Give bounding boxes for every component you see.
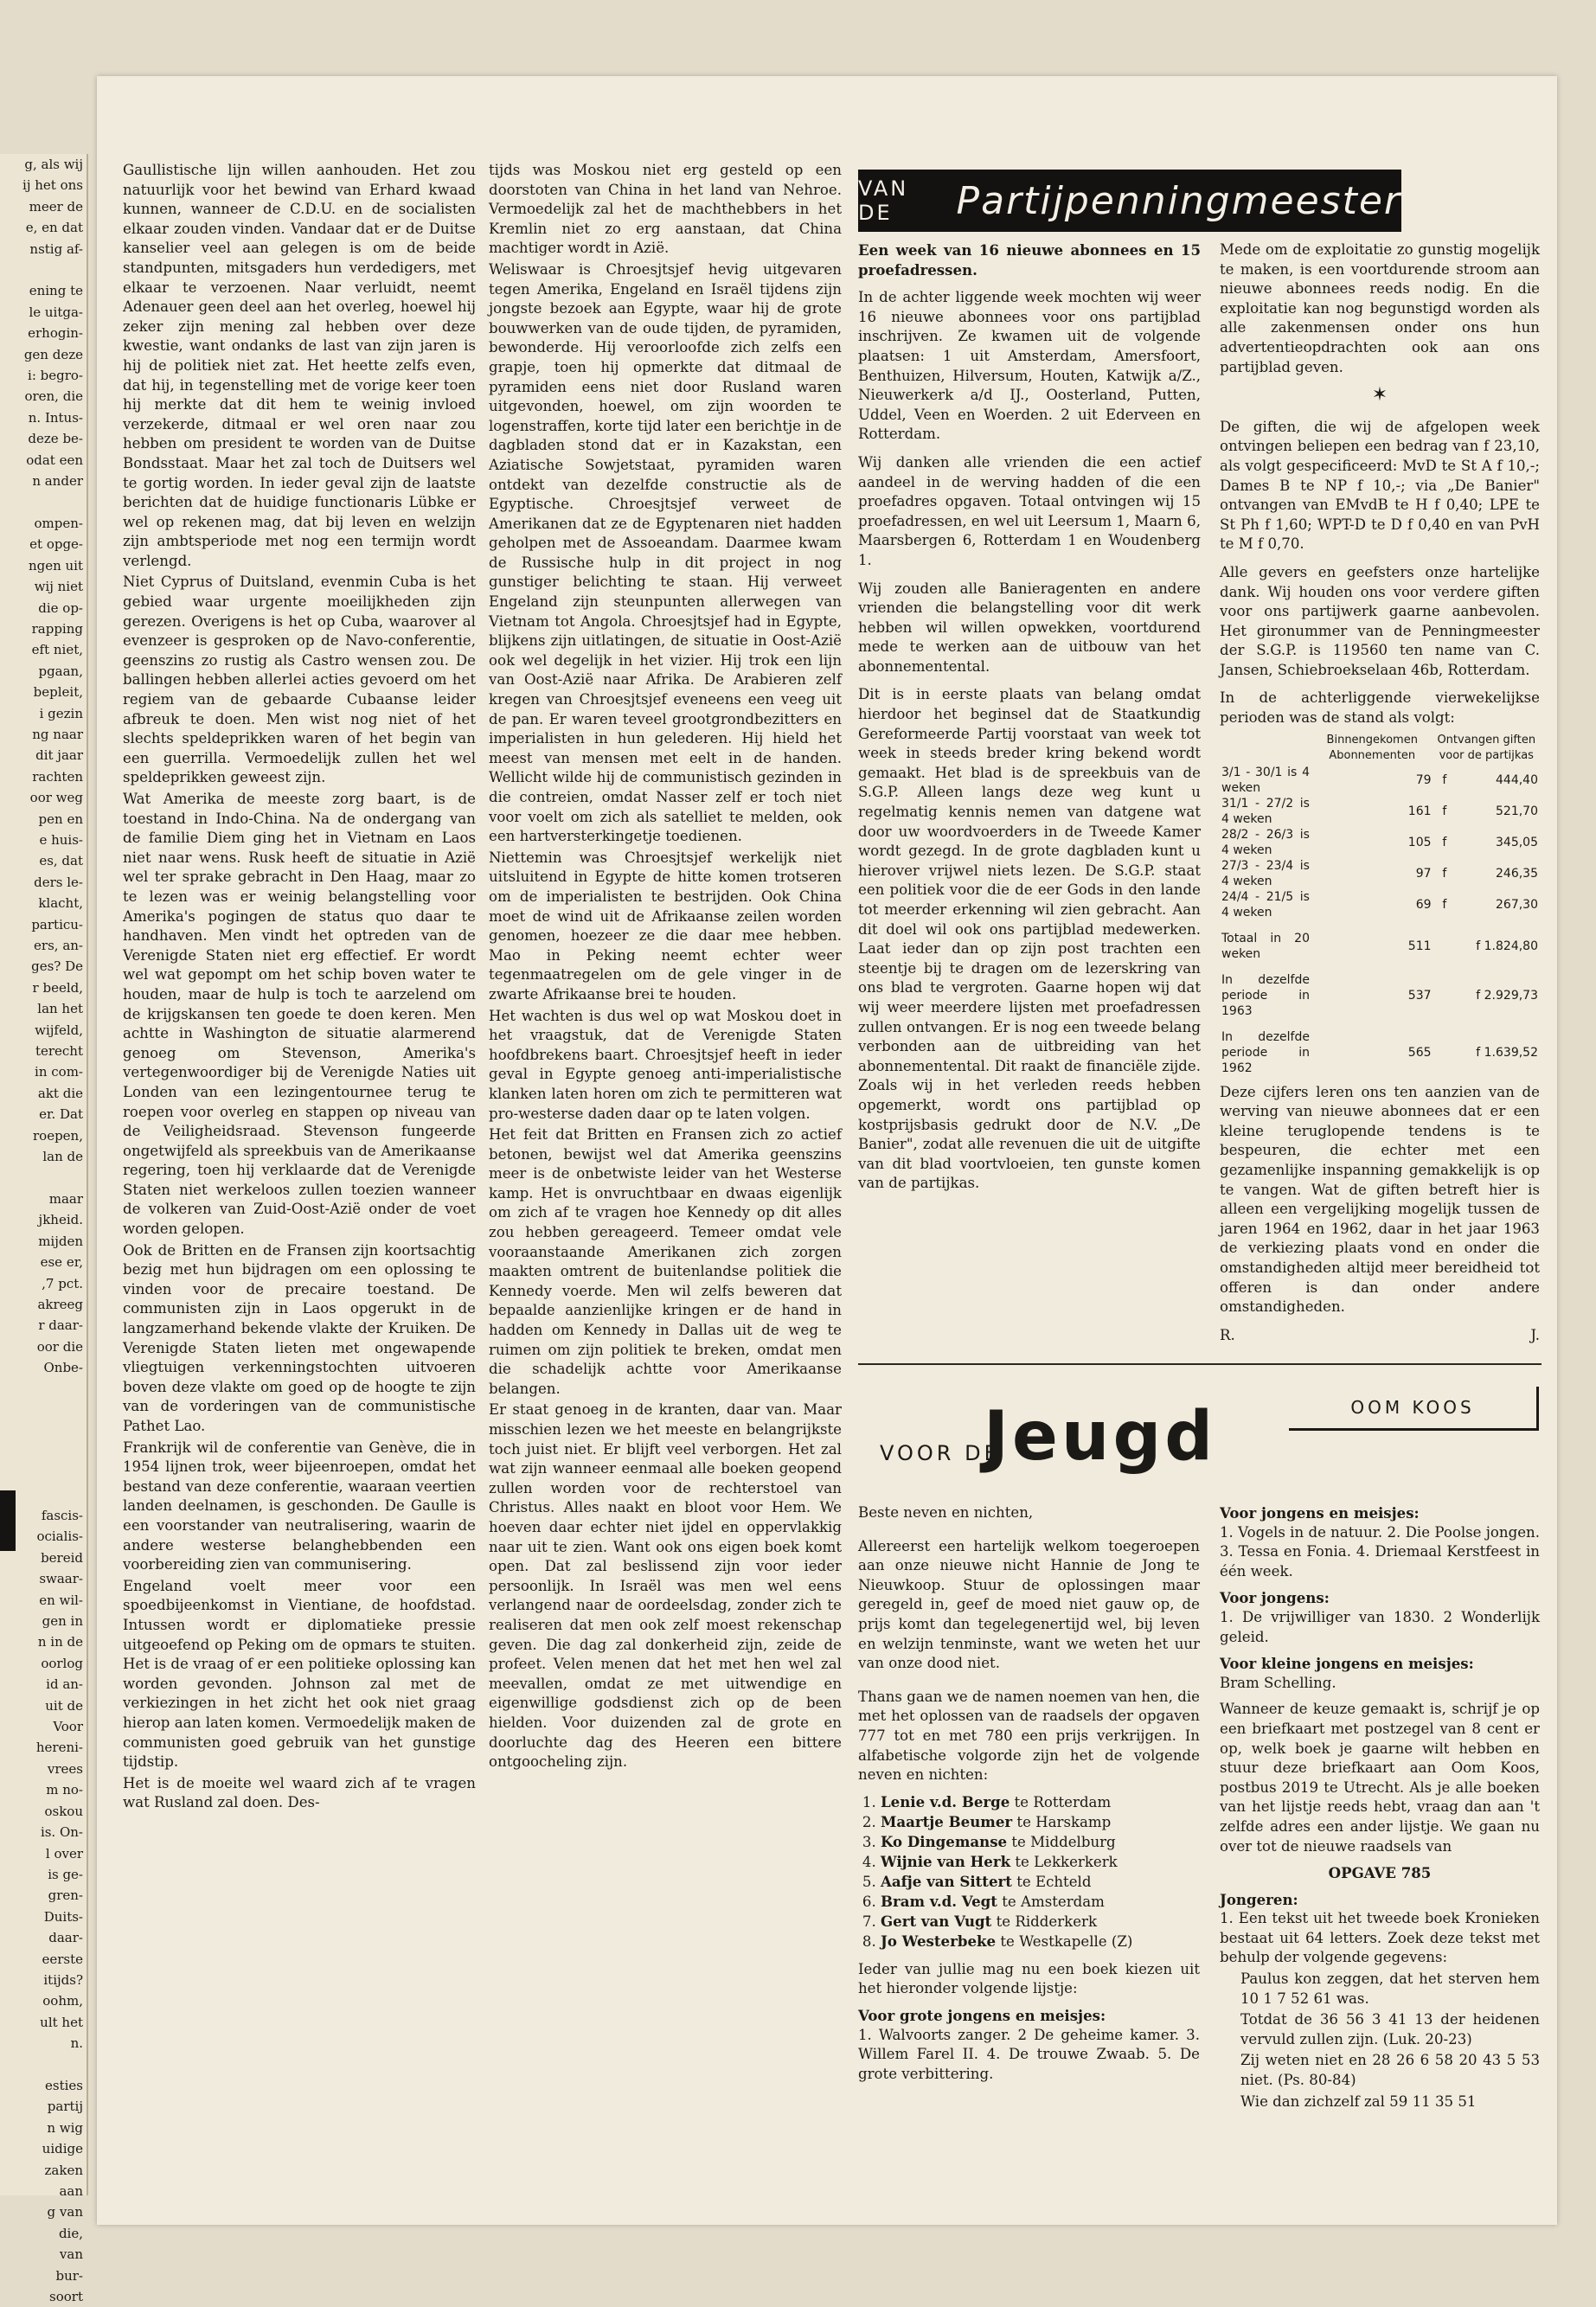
table-cell: 511 (1407, 939, 1432, 953)
strip-line: itijds? (43, 1971, 83, 1988)
paragraph: 1. Een tekst uit het tweede boek Kronieken bestaat uit 64 letters. Zoek deze tekst met behulp der volgende gegevens: (1220, 1910, 1540, 1966)
strip-line: n. (70, 2035, 83, 2052)
oom-koos-box: OOM KOOS (1289, 1387, 1539, 1431)
paragraph: Wij zouden alle Banieragenten en andere vrienden die belangstelling voor dit werk hebben wil willen opwekken, voortdurend mede te werken aan de uitbouw van het abonnementental. (858, 580, 1201, 675)
strip-line: in com- (35, 1064, 83, 1080)
strip-line: terecht (35, 1043, 83, 1060)
paragraph: Gaullistische lijn willen aanhouden. Het zou natuurlijk voor het bewind van Erhard kwaad kunnen, wanneer de C.D.U. en de socialisten elkaar zouden vinden. Vandaar dat er de Duitse kanselier veel aan gelegen is om de beide standpunten, mitsgaders hun verdedigers, met elkaar te verzoenen. Naar verluidt, neemt Adenauer geen deel aan het overleg, hoewel hij zeker zijn mening zal hebben over deze kwestie, want ondanks de last van zijn jaren is hij de politiek niet zat. Het heette zelfs even, dat hij, in tegenstelling met de vorige keer toen hij merkte dat dit hem te weinig invloed verzekerde, ditmaal er wel oren naar zou hebben om president te worden van de Duitse Bondsstaat. Maar het zal toch de Duitsers wel te gortig worden. In ieder geval zijn de laatste berichten dat de huidige functionaris Lübke er wel op rekenen mag, dat bij leven en welzijn zijn ambtsperiode met nog een termijn wordt verlengd. (123, 162, 476, 569)
paragraph: Thans gaan we de namen noemen van hen, die met het oplossen van de raadsels der opgaven 777 tot en met 780 een prijs verkrijgen. In alfabetische volgorde zijn het de volgende neven en nichten: (858, 1688, 1200, 1784)
strip-line (0, 1442, 87, 1463)
strip-line: ocialis- (36, 1528, 83, 1545)
strip-line: ese er, (40, 1254, 83, 1271)
subheading: Voor kleine jongens en meisjes: (1220, 1655, 1474, 1673)
list-item: 7. Gert van Vugt te Ridderkerk (881, 1912, 1200, 1932)
strip-line: n. Intus- (28, 409, 83, 426)
strip-line: er. Dat (39, 1106, 83, 1123)
strip-line: oor die (36, 1338, 83, 1355)
strip-line: lan de (42, 1149, 83, 1165)
table-cell: 267,30 (1496, 897, 1538, 912)
table-cell: 79 (1415, 772, 1432, 787)
strip-line: uit de (45, 1697, 83, 1714)
paragraph: Ieder van jullie mag nu een boek kiezen uit het hieronder volgende lijstje: (858, 1960, 1200, 1997)
table-cell: 345,05 (1496, 835, 1538, 849)
strip-line: van (59, 2246, 83, 2263)
paragraph: Totdat de 36 56 3 41 13 der heidenen vervuld zullen zijn. (Luk. 20-23) (1240, 2011, 1540, 2047)
strip-line (0, 492, 87, 513)
strip-line: et opge- (29, 536, 83, 553)
newspaper-page (97, 76, 1557, 2225)
column-politics-1 (123, 161, 476, 2220)
strip-line: oskou (44, 1803, 83, 1819)
paragraph: Alle gevers en geefsters onze hartelijke dank. Wij houden ons voor verdere giften voor ons partijwerk gaarne aanbevolen. Het gironummer van de Penningmeester der S.G.P. is 119560 ten name van C. Jansen, Schiebroekselaan 46b, Rotterdam. (1220, 563, 1540, 678)
table-cell: 24/4 - 21/5 is 4 weken (1221, 889, 1310, 920)
paragraph: Wanneer de keuze gemaakt is, schrijf je op een briefkaart met postzegel van 8 cent er op, welk boek je gaarne wilt hebben en stuur deze briefkaart aan Oom Koos, postbus 2019 te Utrecht. Als je alle boeken van het lijstje reeds hebt, vraag dan aan 't zelfde adres een ander lijstje. We gaan nu over tot de nieuwe raadsels van (1220, 1701, 1540, 1855)
signature-right: J. (1530, 1326, 1540, 1343)
paragraph: Bram Schelling. (1220, 1674, 1336, 1691)
paragraph: Het is de moeite wel waard zich af te vragen wat Rusland zal doen. Des- (123, 1774, 476, 1811)
strip-line: le uitga- (29, 304, 83, 320)
strip-line: en wil- (39, 1592, 83, 1608)
strip-line: dit jaar (35, 747, 83, 764)
strip-line: ng naar (32, 726, 83, 742)
strip-line: g, als wij (24, 157, 83, 172)
paragraph: Deze cijfers leren ons ten aanzien van de werving van nieuwe abonnees dat er een kleine teruglopende tendens is te bespeuren, die echter met een gezamenlijke inspanning gemakkelijk is op te vangen. Wat de giften betreft hier is alleen een vergelijking mogelijk tussen de jaren 1964 en 1962, daar in het jaar 1963 de verkiezing plaats vond en onder die omstandigheden altijd meer bereidheid tot offeren is dan onder andere omstandigheden. (1220, 1083, 1540, 1316)
paragraph: Het wachten is dus wel op wat Moskou doet in het vraagstuk, dat de Verenigde Staten hoofdbrekens baart. Chroesjtsjef heeft in ieder geval in Egypte genoeg anti-imperialistische klanken laten horen om zich te permitteren wat pro-westerse daden daar op te laten volgen. (489, 1007, 842, 1122)
list-item: 8. Jo Westerbeke te Westkapelle (Z) (881, 1932, 1200, 1951)
strip-line: gen in (42, 1613, 83, 1630)
strip-line: ult het (40, 2014, 83, 2030)
column-penningmeester-2 (1220, 240, 1540, 1348)
strip-line: gen deze (23, 346, 83, 362)
strip-line: rapping (31, 620, 83, 637)
strip-line: fascis- (41, 1508, 83, 1523)
greeting: Beste neven en nichten, (858, 1504, 1034, 1521)
table-cell: 521,70 (1496, 804, 1538, 818)
banner-prefix: VAN DE (858, 176, 909, 225)
strip-line: n wig (47, 2119, 83, 2136)
strip-line: pen en (38, 811, 83, 827)
strip-line: ening te (29, 283, 83, 299)
table-cell: f (1442, 804, 1447, 818)
strip-line: daar- (48, 1930, 83, 1946)
table-cell: 105 (1407, 835, 1432, 849)
strip-line: erhogin- (28, 325, 83, 342)
table-cell: f 1.824,80 (1476, 939, 1538, 953)
list-item: 2. Maartje Beumer te Harskamp (881, 1812, 1200, 1832)
strip-line: uidige (42, 2141, 83, 2157)
banner-title: Partijpenningmeester (956, 178, 1401, 223)
strip-line: es, dat (39, 853, 83, 869)
paragraph: Engeland voelt meer voor een spoedbijeenkomst in Vientiane, de hoofdstad. Intussen wordt er diplomatieke pressie uitgeoefend op Peking om de opmars te stuiten. Het is de vraag of er een politieke oplossing kan worden gevonden. Johnson zal met de verkiezingen in het zicht het ook niet graag hierop aan laten komen. Vermoedelijk maken de communisten goed gebruik van het gunstige tijdstip. (123, 1577, 476, 1771)
paragraph: Weliswaar is Chroesjtsjef hevig uitgevaren tegen Amerika, Engeland en Israël tijdens zijn jongste bezoek aan Egypte, waar hij de grote bouwwerken van de oude tijden, de pyramiden, bewonderde. Hij veroorloofde zich zelfs een grapje, toen hij opmerkte dat ditmaal de pyramiden eens niet door Rusland waren uitgevonden, hoewel, om zijn woorden te logenstraffen, korte tijd later een berichtje in de dagbladen stond dat er in Kazakstan, een Aziatische Sowjetstaat, pyramiden waren ontdekt van dezelfde constructie als de Egyptische. Chroesjtsjef verweet de Amerikanen dat ze de Egyptenaren niet hadden geholpen met de Assoeandam. Daarmee kwam de Russische hulp in dit project in nog gunstiger belichting te staan. Hij verweet Engeland zijn steunpunten allerwegen van Vietnam tot Angola. Chroesjtsjef had in Egypte, blijkens zijn uitlatingen, de situatie in Oost-Azië ook wel degelijk in het vizier. Hij trok een lijn van Oost-Azië naar Afrika. De Arabieren zelf kregen van Chroesjtsjef eveneens een veeg uit de pan. Er waren teveel grootgrondbezitters en imperialisten in hun gelederen. Hij hield het meest van mensen met eelt in de handen. Wellicht wilde hij de communistisch gezinden in die contreien, omdat Nasser zelf er toch niet voor voelt om zich als satelliet te melden, ook een hartversterkingetje toedienen. (489, 260, 842, 845)
table-cell: f (1442, 772, 1447, 787)
table-row-1962 (1220, 1019, 1540, 1076)
opgave-heading: OPGAVE 785 (1328, 1864, 1432, 1882)
lead-heading: Een week van 16 nieuwe abonnees en 15 proefadressen. (858, 241, 1201, 279)
strip-line: ompen- (34, 515, 83, 531)
strip-line: roepen, (33, 1127, 83, 1144)
strip-line (0, 1379, 87, 1400)
strip-line: soort (49, 2289, 83, 2305)
subheading: Voor jongens: (1220, 1589, 1330, 1607)
table-row (1220, 889, 1540, 920)
strip-line: vrees (47, 1760, 83, 1777)
table-cell: 246,35 (1496, 866, 1538, 881)
column-jeugd-2 (1220, 1503, 1540, 2195)
strip-line: bepleit, (33, 684, 83, 701)
table-cell: f (1442, 897, 1447, 912)
subheading: Jongeren: (1220, 1890, 1298, 1908)
strip-line: partij (47, 2099, 83, 2115)
strip-line: bereid (41, 1549, 83, 1566)
paragraph: Er staat genoeg in de kranten, daar van. Maar misschien lezen we het meeste en belangrijkste toch juist niet. Er blijft veel verborgen. Het zal wat zijn wanneer eenmaal alle boeken geopend zullen worden voor de rechterstoel van Christus. Alles naakt en bloot voor Hem. We hoeven daar echter niet ijdel en oppervlakkig naar uit te zien. Want ook ons eigen boek komt open. Dat zal beslissend zijn voor ieder persoonlijk. In Israël was men wel eens verlangend naar de oordeelsdag, zonder zich te realiseren dat men ook zelf moest rekenschap geven. Die dag zal donkerheid zijn, zeide de profeet. Velen menen dat het met hen wel zal meevallen, omdat ze met uitwendige en eigenwillige godsdienst zich op de been hielden. Voor duizenden zal de grote en doorluchte dag des Heeren een bittere ontgoocheling zijn. (489, 1401, 842, 1771)
strip-line: bur- (55, 2267, 83, 2284)
strip-line: odat een (26, 452, 83, 468)
strip-line: g van (47, 2204, 83, 2220)
strip-line: Voor (53, 1719, 83, 1735)
table-cell: f 1.639,52 (1476, 1045, 1538, 1060)
list-item: 6. Bram v.d. Vegt te Amsterdam (881, 1892, 1200, 1912)
strip-line: rachten (32, 768, 83, 785)
strip-line: ij het ons (22, 177, 83, 194)
strip-line: eft niet, (31, 642, 83, 658)
strip-line: akt die (37, 1085, 83, 1101)
paragraph: 1. Vogels in de natuur. 2. Die Poolse jongen. 3. Tessa en Fonia. 4. Driemaal Kerstfeest in één week. (1220, 1523, 1540, 1580)
strip-line: oren, die (24, 388, 83, 405)
strip-line: klacht, (38, 895, 83, 912)
penningmeester-banner (858, 170, 1401, 232)
strip-line: meer de (29, 198, 83, 215)
strip-line: ngen uit (28, 557, 83, 574)
strip-line: nstig af- (29, 240, 83, 257)
paragraph: 1. Walvoorts zanger. 2 De geheime kamer. 3. Willem Farel II. 4. De trouwe Zwaab. 5. De grote verbittering. (858, 2026, 1200, 2082)
table-cell: Totaal in 20 weken (1221, 931, 1310, 961)
strip-line: zaken (44, 2162, 83, 2178)
strip-line: mijden (38, 1233, 83, 1249)
column-penningmeester-1 (858, 240, 1201, 1348)
strip-line: is. On- (40, 1824, 83, 1841)
strip-line: maar (48, 1190, 83, 1207)
strip-line (0, 1168, 87, 1189)
table-row-1963 (1220, 962, 1540, 1019)
subscriptions-table (1220, 732, 1540, 1076)
winners-list (858, 1792, 1200, 1951)
paragraph: Zij weten niet en 28 26 6 58 20 43 5 53 niet. (Ps. 80-84) (1240, 2052, 1540, 2089)
table-row (1220, 796, 1540, 827)
star-ornament: ✶ (1371, 384, 1388, 407)
subheading: Voor grote jongens en meisjes: (858, 2006, 1106, 2024)
paragraph: Allereerst een hartelijk welkom toegeroepen aan onze nieuwe nicht Hannie de Jong te Nieuwkoop. Stuur de oplossingen maar geregeld in, geef de moed niet gauw op, de prijs komt dan tegelegenertijd wel, bij leven en welzijn tenminste, want we weten het uur van onze dood niet. (858, 1537, 1200, 1672)
list-item: 3. Ko Dingemanse te Middelburg (881, 1832, 1200, 1852)
paragraph: Wie dan zichzelf zal 59 11 35 51 (1240, 2092, 1477, 2110)
paragraph: Het feit dat Britten en Fransen zich zo actief betonen, bewijst wel dat Amerika geenszins meer is de onbetwiste leider van het Westerse kamp. Het is onvruchtbaar en dwaas eigenlijk om zich af te vragen hoe Kennedy op dit alles zou hebben gereageerd. Temeer omdat vele vooraanstaande Amerikanen zich zorgen maakten omtrent de buitenlandse politiek die Kennedy voerde. Men wil zelfs beweren dat bepaalde aanzienlijke kringen er de hand in hadden om Kennedy in Dallas uit de weg te ruimen om zijn politiek te breken, omdat men die schadelijk achtte voor Amerikaanse belangen. (489, 1126, 842, 1397)
paragraph: Ook de Britten en de Fransen zijn koortsachtig bezig met hun bijdragen om een oplossing te vinden voor de precaire toestand. De communisten zijn in Laos opgerukt in de langzamerhand bekende vlakte der Kruiken. De Verenigde Staten lieten met ongewapende vliegtuigen verkenningstochten uitvoeren boven deze vlakte om goed op de hoogte te zijn van de vorderingen van de communistische Pathet Lao. (123, 1241, 476, 1434)
table-cell: 97 (1415, 866, 1432, 881)
strip-line: swaar- (39, 1571, 83, 1587)
strip-line: oohm, (42, 1993, 83, 2009)
table-cell: 31/1 - 27/2 is 4 weken (1221, 796, 1310, 826)
paragraph: Frankrijk wil de conferentie van Genève, die in 1954 lijnen trok, weer bijeenroepen, omdat het bestand van deze conferentie, waaraan veertien landen deelnamen, is geschonden. De Gaulle is een voorstander van neutralisering, waarin de andere westerse belanghebbenden een voorbereiding zien van communisering. (123, 1439, 476, 1573)
paragraph: Paulus kon zeggen, dat het sterven hem 10 1 7 52 61 was. (1240, 1971, 1540, 2007)
strip-line: n in de (37, 1634, 83, 1650)
strip-line: lan het (37, 1001, 83, 1017)
strip-line: wij niet (34, 579, 83, 595)
paragraph: In de achter liggende week mochten wij weer 16 nieuwe abonnees voor ons partijblad inschrijven. Ze kwamen uit de volgende plaatsen: 1 uit Amsterdam, Amersfoort, Benthuizen, Hilversum, Houten, Katwijk a/Z., Nieuwerkerk a/d IJ., Oosterland, Putten, Uddel, Veen en Woerden. 2 uit Ederveen en Rotterdam. (858, 289, 1201, 443)
strip-line (0, 1400, 87, 1420)
table-cell: 28/2 - 26/3 is 4 weken (1221, 827, 1310, 857)
strip-line (0, 1463, 87, 1484)
paragraph: In de achterliggende vierwekelijkse perioden was de stand als volgt: (1220, 689, 1540, 727)
table-row (1220, 827, 1540, 858)
column-jeugd-1 (858, 1503, 1200, 2195)
signature-left: R. (1220, 1326, 1235, 1343)
strip-line: e, en dat (25, 220, 83, 236)
paragraph: 1. De vrijwilliger van 1830. 2 Wonderlijk geleid. (1220, 1608, 1540, 1645)
table-cell: f (1442, 866, 1447, 881)
strip-line (0, 1420, 87, 1441)
strip-line: wijfeld, (35, 1022, 83, 1038)
strip-line: pgaan, (38, 663, 83, 679)
signature (1220, 1326, 1540, 1346)
subheading: Voor jongens en meisjes: (1220, 1504, 1420, 1522)
list-item: 1. Lenie v.d. Berge te Rotterdam (881, 1792, 1200, 1812)
paragraph: Wat Amerika de meeste zorg baart, is de toestand in Indo-China. Na de ondergang van de familie Diem ging het in Vietnam en Laos niet naar wens. Rusk heeft de situatie in Azië wel ter sprake gebracht in Den Haag, maar zo te lezen was er weinig belangstelling voor Amerika's pogingen de status quo daar te handhaven. Men vindt het optreden van de Verenigde Staten niet erg effectief. Er wordt wel wat gepompt om het schip boven water te houden, maar de hulp is toch te aarzelend om de krijgskansen ten goede te doen keren. Men achtte in Washington de situatie alarmerend genoeg om Stevenson, Amerika's vertegenwoordiger bij de Verenigde Naties uit Londen van een lezingentournee terug te roepen voor overleg en stappen op niveau van de Veiligheidsraad. Stevenson fungeerde ongetwijfeld als spreekbuis van de Amerikaanse regering, toen hij verklaarde dat de Verenigde Staten niet werkeloos zullen toezien wanneer de volkeren van Zuid-Oost-Azië onder de voet worden gelopen. (123, 791, 476, 1238)
jeugd-prefix: VOOR DE (880, 1441, 1001, 1465)
adjacent-page-strip (0, 154, 88, 2305)
strip-line: hereni- (35, 1740, 83, 1756)
paragraph: Wij danken alle vrienden die een actief aandeel in de werving hadden of die een proefadres opgaven. Totaal ontvingen wij 15 proefadressen, en wel uit Leersum 1, Maarn 6, Maarsbergen 6, Rotterdam 1 en Woudenberg 1. (858, 453, 1201, 568)
strip-line: die op- (38, 599, 83, 616)
strip-line: eerste (42, 1951, 83, 1967)
paragraph: De giften, die wij de afgelopen week ontvingen beliepen een bedrag van f 23,10, als volgt gespecificeerd: MvD te St A f 10,-; Dames B te NP f 10,-; via „De Banier" ontvangen van EMvdB te H f 0,40; LPE te St Ph f 1,60; WPT-D te D f 0,40 en van PvH te M f 0,70. (1220, 418, 1540, 553)
table-cell: 69 (1415, 897, 1432, 912)
table-header-giften: Ontvangen giften voor de partijkas (1437, 733, 1536, 762)
black-bar (0, 1490, 16, 1551)
strip-line: n ander (32, 473, 83, 490)
paragraph: Niet Cyprus of Duitsland, evenmin Cuba is het gebied waar urgente moeilijkheden zijn gerezen. Overigens is het op Cuba, waarover al evenzeer is gesproken op de Navo-conferentie, geenszins zo rustig als Castro wensen zou. De ballingen hebben allerlei acties gevoerd om het regiem van de gebaarde Cubaanse leider afbreuk te doen. Men wist nog niet of het slechts speldeprikken waren of het begin van een guerrilla. Vermoedelijk zullen het wel speldeprikken geweest zijn. (123, 574, 476, 786)
strip-line: Onbe- (43, 1360, 83, 1376)
table-cell: 537 (1407, 988, 1432, 1003)
strip-line: ers, an- (34, 938, 83, 954)
strip-line: e huis- (39, 832, 83, 848)
strip-line: particu- (31, 916, 83, 932)
list-item: 5. Aafje van Sittert te Echteld (881, 1872, 1200, 1892)
strip-line: ders le- (34, 874, 83, 890)
strip-line: i: begro- (28, 368, 83, 384)
strip-line: deze be- (28, 431, 83, 447)
section-divider (858, 1363, 1542, 1365)
table-row (1220, 858, 1540, 889)
table-cell: 3/1 - 30/1 is 4 weken (1221, 765, 1310, 795)
strip-line (0, 260, 87, 280)
strip-line: oor weg (29, 790, 83, 806)
table-cell: 444,40 (1496, 772, 1538, 787)
paragraph: Dit is in eerste plaats van belang omdat hierdoor het beginsel dat de Staatkundig Gereformeerde Partij voorstaat van week tot week in steeds breder kring bekend wordt gemaakt. Het blad is de spreekbuis van de S.G.P. Alleen langs deze weg kunt u regelmatig kennis nemen van datgene wat door uw woordvoerders in de Tweede Kamer wordt gezegd. In de grote dagbladen kunt u hierover vrijwel niets lezen. De S.G.P. staat een politiek voor die de eer Gods in den lande tot meerder erkenning wil zien gebracht. Aan dit doel wil ook ons partijblad medewerken. Laat ieder dan op zijn post trachten een steentje bij te dragen om de lezerskring van ons blad te vergroten. Gaarne hopen wij dat wij weer meerdere lijsten met proefadressen zullen ontvangen. Er is nog een tweede belang verbonden aan de uitbreiding van het abonnementental. Dit raakt de financiële zijde. Zoals wij in het verleden reeds hebben opgemerkt, wordt ons partijblad op kostprijsbasis gedrukt door de N.V. „De Banier", zodat alle revenuen die uit de uitgifte van dit blad voortvloeien, ten gunste komen van de partijkas. (858, 686, 1201, 1192)
strip-line: jkheid. (38, 1212, 83, 1228)
strip-line: esties (45, 2077, 83, 2093)
paragraph: Mede om de exploitatie zo gunstig mogelijk te maken, is een voortdurende stroom aan nieuwe abonnees reeds nodig. En die exploitatie kan nog begunstigd worden als alle zakenmensen onder ons hun advertentieopdrachten ook aan ons partijblad geven. (1220, 241, 1540, 375)
list-item: 4. Wijnie van Herk te Lekkerkerk (881, 1852, 1200, 1872)
table-row-total (1220, 920, 1540, 962)
strip-line: r daar- (38, 1317, 83, 1334)
table-row (1220, 765, 1540, 796)
strip-line: gren- (48, 1887, 83, 1904)
strip-line: i gezin (39, 705, 83, 721)
strip-line: aan (59, 2183, 83, 2199)
table-cell: In dezelfde periode in 1963 (1221, 972, 1310, 1018)
strip-line: id an- (46, 1676, 83, 1693)
table-cell: f 2.929,73 (1476, 988, 1538, 1003)
column-politics-2 (489, 161, 842, 2220)
table-cell: 27/3 - 23/4 is 4 weken (1221, 858, 1310, 888)
strip-line: akreeg (37, 1296, 83, 1312)
table-cell: In dezelfde periode in 1962 (1221, 1029, 1310, 1075)
strip-line: l over (45, 1845, 83, 1862)
strip-line: ges? De (31, 958, 83, 975)
table-cell: 565 (1407, 1045, 1432, 1060)
strip-line: ,7 pct. (42, 1275, 83, 1291)
table-cell: f (1442, 835, 1447, 849)
table-cell: 161 (1407, 804, 1432, 818)
strip-line: r beeld, (32, 979, 83, 996)
strip-line (0, 2054, 87, 2075)
strip-line: die, (58, 2225, 83, 2241)
strip-line: Duits- (43, 1908, 83, 1925)
paragraph: Niettemin was Chroesjtsjef werkelijk niet uitsluitend in Egypte de hitte komen trotseren om de imperialisten te bestrijden. Ook China moet de wind uit de Afrikaanse zeilen worden genomen, hoezeer ze die daar mee hebben. Mao in Peking neemt echter weer tegenmaatregelen om de gele vinger in de zwarte Afrikaanse brei te houden. (489, 849, 842, 1003)
paragraph: tijds was Moskou niet erg gesteld op een doorstoten van China in het land van Nehroe. Vermoedelijk zal het de machthebbers in het Kremlin niet zo erg aanstaan, dat China machtiger wordt in Azië. (489, 162, 842, 257)
table-header-abonnementen: Binnengekomen Abonnementen (1326, 733, 1418, 762)
strip-line: m no- (46, 1782, 83, 1798)
adjacent-page-text (0, 154, 87, 2307)
strip-line: oorlog (41, 1655, 83, 1671)
jeugd-title: Jeugd (984, 1398, 1217, 1476)
strip-line: is ge- (48, 1866, 83, 1882)
